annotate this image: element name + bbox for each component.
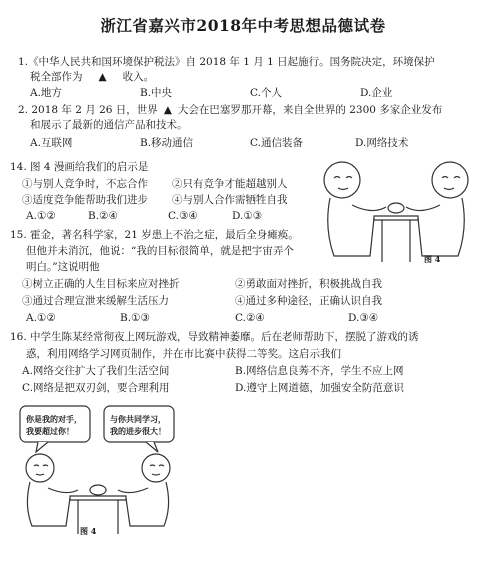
page-title: 浙江省嘉兴市2018年中考思想品德试卷 [100, 16, 386, 35]
q15-stem-line1: 15. 霍金，著名科学家，21 岁患上不治之症，最后全身瘫痪。 [10, 229, 299, 241]
q2-stem-part-a: 2. 2018 年 2 月 26 日，世界 [18, 104, 158, 116]
left-bubble-text-1: 你是我的对手， [26, 414, 82, 424]
q1-stem-line2 [30, 70, 154, 84]
q1-stem-part-b: 收入。 [122, 71, 155, 83]
left-figure-head [324, 162, 360, 198]
right-figure-head [142, 454, 170, 482]
q2-option-b: B.移动通信 [140, 137, 194, 149]
q2-option-a: A.互联网 [30, 137, 73, 149]
q14-item-2: ②只有竞争才能超越别人 [172, 178, 288, 190]
q1-option-c: C.个人 [250, 87, 282, 99]
q15-stem-line2: 但他并未消沉，他说：“我的目标很简单，就是把宇宙弄个 [26, 245, 294, 257]
right-bubble-text-2: 我的进步很大！ [110, 426, 166, 436]
left-figure-arm [48, 488, 78, 493]
q14-item-4: ④与别人合作需牺牲自我 [172, 194, 288, 206]
cartoon-figure-large [18, 402, 178, 540]
right-bubble-tail [146, 442, 158, 452]
small-figure-caption: 图 4 [424, 254, 441, 264]
table-legs [382, 220, 410, 262]
q2-blank-marker: ▲ [163, 104, 172, 116]
q14-stem: 14. 图 4 漫画给我们的启示是 [10, 161, 149, 173]
q15-item-3: ③通过合理宣泄来缓解生活压力 [22, 295, 169, 307]
right-bubble-text-1: 与你共同学习， [110, 414, 166, 424]
left-figure-arm [352, 205, 386, 211]
q15-option-a: A.①② [26, 312, 56, 324]
q14-item-1: ①与别人竞争时，不忘合作 [22, 178, 148, 190]
q15-item-1: ①树立正确的人生目标来应对挫折 [22, 278, 180, 290]
right-figure-body [418, 198, 464, 256]
left-bubble-text-2: 我要超过你！ [26, 426, 74, 436]
q2-stem-part-b: 大会在巴塞罗那开幕，来自全世界的 2300 多家企业发布 [177, 104, 443, 116]
q14-item-3: ③适度竞争能帮助我们进步 [22, 194, 148, 206]
arm-wrestling-cartoon-small [312, 150, 480, 272]
q1-blank-marker: ▲ [98, 71, 107, 83]
large-figure-caption: 图 4 [80, 526, 97, 536]
q2-option-d: D.网络技术 [355, 137, 409, 149]
clasped-hands [90, 485, 106, 495]
q16-option-d: D.遵守上网道德，加强安全防范意识 [235, 382, 404, 394]
q15-option-b: B.①③ [120, 312, 150, 324]
q16-stem-line2: 惑，利用网络学习网页制作，并在市比赛中获得二等奖。这启示我们 [26, 348, 341, 360]
q1-option-a: A.地方 [30, 87, 62, 99]
q1-stem-part-a: 税全部作为 [30, 71, 83, 83]
left-figure-head [26, 454, 54, 482]
q14-option-c: C.③④ [168, 210, 198, 222]
q15-stem-line3: 明白。”这说明他 [26, 261, 100, 273]
q15-option-d: D.③④ [348, 312, 379, 324]
q2-stem-line1 [18, 103, 442, 117]
left-bubble-tail [36, 442, 48, 452]
right-figure-arm [118, 488, 148, 493]
q15-item-2: ②勇敢面对挫折，积极挑战自我 [235, 278, 382, 290]
q14-option-a: A.①② [26, 210, 56, 222]
q2-stem-line2: 和展示了最新的通信产品和技术。 [30, 119, 188, 131]
q14-option-b: B.②④ [88, 210, 118, 222]
cartoon-figure-small [312, 150, 480, 272]
q1-stem-line1: 1.《中华人民共和国环境保护税法》自 2018 年 1 月 1 日起施行。国务院决定，环境保护 [18, 56, 435, 68]
left-figure-body [328, 198, 374, 256]
q14-option-d: D.①③ [232, 210, 263, 222]
clasped-hands [388, 203, 404, 213]
q2-option-c: C.通信装备 [250, 137, 303, 149]
q16-option-b: B.网络信息良莠不齐，学生不应上网 [235, 365, 404, 377]
q1-option-b: B.中央 [140, 87, 173, 99]
right-figure-head [432, 162, 468, 198]
table-top [374, 216, 418, 220]
q15-option-c: C.②④ [235, 312, 265, 324]
q15-item-4: ④通过多种途径，正确认识自我 [235, 295, 382, 307]
q1-option-d: D.企业 [360, 87, 393, 99]
q16-option-c: C.网络是把双刃剑，要合理利用 [22, 382, 170, 394]
q16-stem-line1: 16. 中学生陈某经常彻夜上网玩游戏，导致精神萎靡。后在老师帮助下，摆脱了游戏的诱 [10, 331, 419, 343]
q16-option-a: A.网络交往扩大了我们生活空间 [22, 365, 170, 377]
right-figure-arm [406, 205, 440, 211]
table-top [70, 496, 126, 500]
